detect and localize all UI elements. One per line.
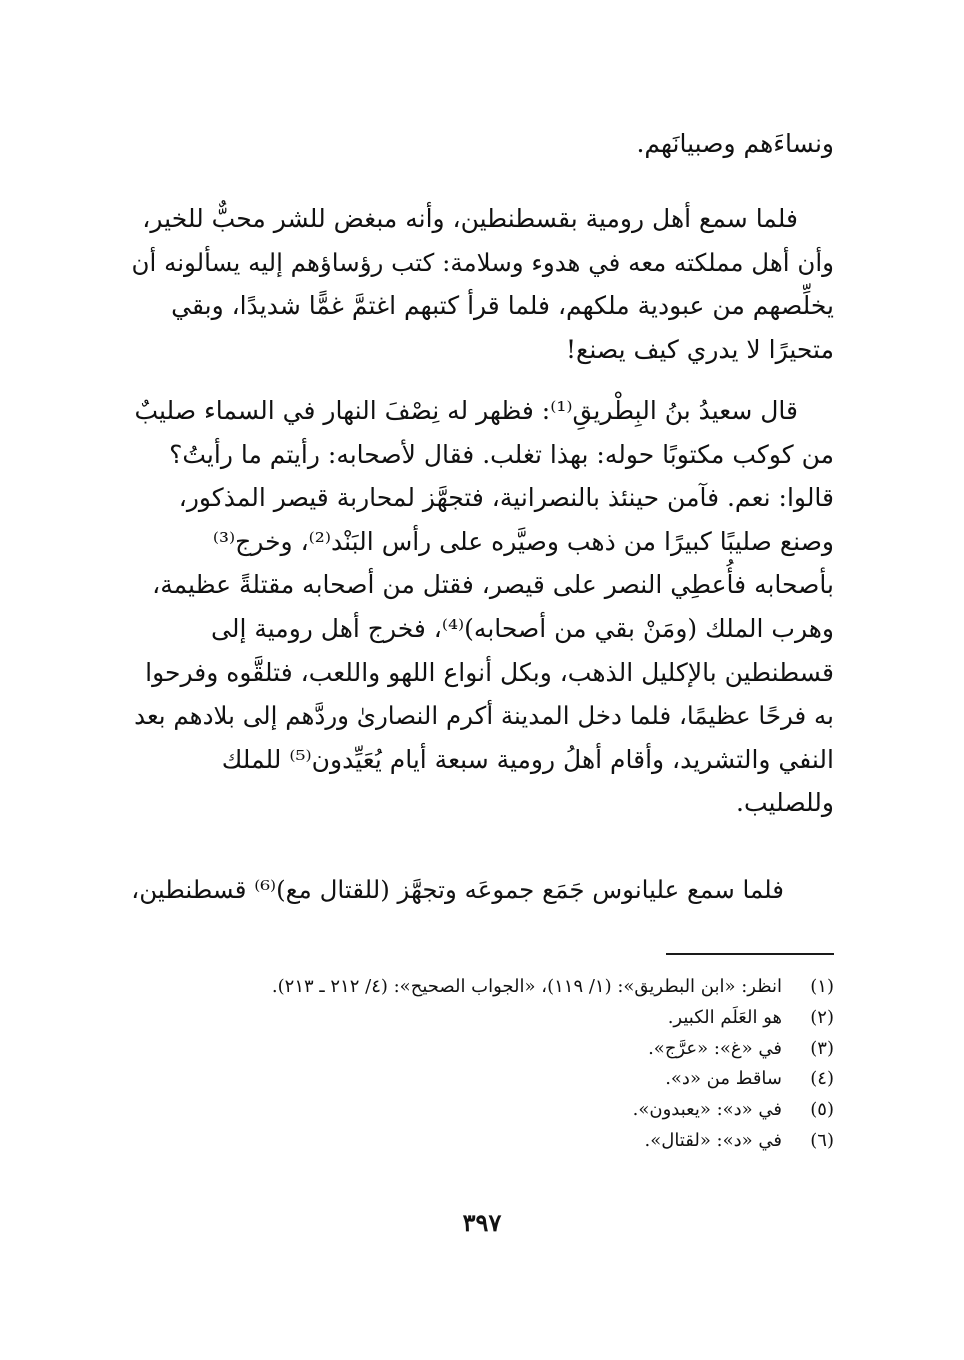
paragraph-julianus — [124, 868, 834, 912]
footnote-item — [124, 1126, 834, 1157]
footnote-number: (٢) — [810, 1006, 834, 1028]
text-line: النفي والتشريد، وأقام أهلُ رومية سبعة أيام يُعَيِّدون⁽⁵⁾ للملك — [221, 744, 834, 774]
footnote-text: في «غ»: «عرَّج». — [648, 1037, 782, 1059]
text-line: فلما سمع عليانوس جَمَع جموعَه وتجهَّز (للقتال مع)⁽⁶⁾ قسطنطين، — [131, 875, 784, 904]
text-line: قسطنطين بالإكليل الذهب، وبكل أنواع اللهو واللعب، فتلقَّوه وفرحوا — [145, 657, 834, 687]
footnote-item — [124, 1034, 834, 1065]
footnote-number: (٤) — [810, 1068, 834, 1090]
text-line: قال سعيدُ بنُ البِطْريقِ⁽¹⁾: فظهر له نِصْفَ النهار في السماء صليبٌ — [134, 396, 798, 425]
footnote-separator — [666, 953, 834, 955]
text-line: قالوا: نعم. فآمن حينئذ بالنصرانية، فتجهَّز لمحاربة قيصر المذكور، — [178, 483, 834, 513]
text-line: به فرحًا عظيمًا، فلما دخل المدينة أكرم النصارىٰ وردَّهم إلى بلادهم بعد — [134, 701, 834, 731]
footnote-text: ساقط من «د». — [665, 1068, 782, 1090]
page-number: ٣٩٧ — [462, 1208, 502, 1237]
paragraph-rome-letter — [124, 197, 834, 371]
footnote-number: (٦) — [810, 1129, 834, 1151]
text-line: وهرب الملك (ومَنْ بقي من أصحابه)⁽⁴⁾، فخرج أهل رومية إلى — [211, 613, 834, 643]
footnote-number: (٣) — [810, 1037, 834, 1059]
footnote-text: هو العَلَم الكبير. — [667, 1006, 782, 1028]
text-line: يخلِّصهم من عبودية ملكهم، فلما قرأ كتبهم اغتمَّ غمًّا شديدًا، وبقي — [171, 291, 834, 321]
text-line: وصنع صليبًا كبيرًا من ذهب وصيَّره على رأس البَنْد⁽²⁾، وخرج⁽³⁾ — [212, 526, 834, 556]
footnote-item — [124, 1064, 834, 1095]
footnote-text: انظر: «ابن البطريق»: (١/ ١١٩)، «الجواب الصحيح»: (٤/ ٢١٢ ـ ٢١٣). — [271, 976, 782, 997]
text-line: من كوكب مكتوبًا حوله: بهذا تغلب. فقال لأصحابه: رأيتم ما رأيتُ؟ — [169, 439, 834, 469]
footnote-number: (١) — [810, 976, 834, 997]
footnote-item — [124, 972, 834, 1003]
footnotes — [124, 972, 834, 1157]
text-line: متحيرًا لا يدري كيف يصنع! — [566, 334, 834, 364]
paragraph-continuation — [124, 122, 834, 166]
text-line: بأصحابه فأُعطِي النصر على قيصر، فقتل من أصحابه مقتلةً عظيمة، — [152, 570, 834, 600]
text-line: فلما سمع أهل رومية بقسطنطين، وأنه مبغض للشر محبٌّ للخير، — [142, 204, 798, 233]
footnote-text: في «د»: «يعبدون». — [632, 1099, 782, 1121]
paragraph-cross-vision — [124, 389, 834, 825]
text-line: وأن أهل مملكته معه في هدوء وسلامة: كتب رؤساؤهم إليه يسألونه أن — [131, 247, 834, 277]
footnote-item — [124, 1003, 834, 1034]
text-line: ونساءَهم وصبيانَهم. — [636, 129, 834, 158]
text-line: وللصليب. — [736, 788, 834, 818]
footnote-item — [124, 1095, 834, 1126]
footnote-text: في «د»: «لقتال». — [644, 1129, 782, 1151]
footnote-number: (٥) — [810, 1099, 834, 1121]
